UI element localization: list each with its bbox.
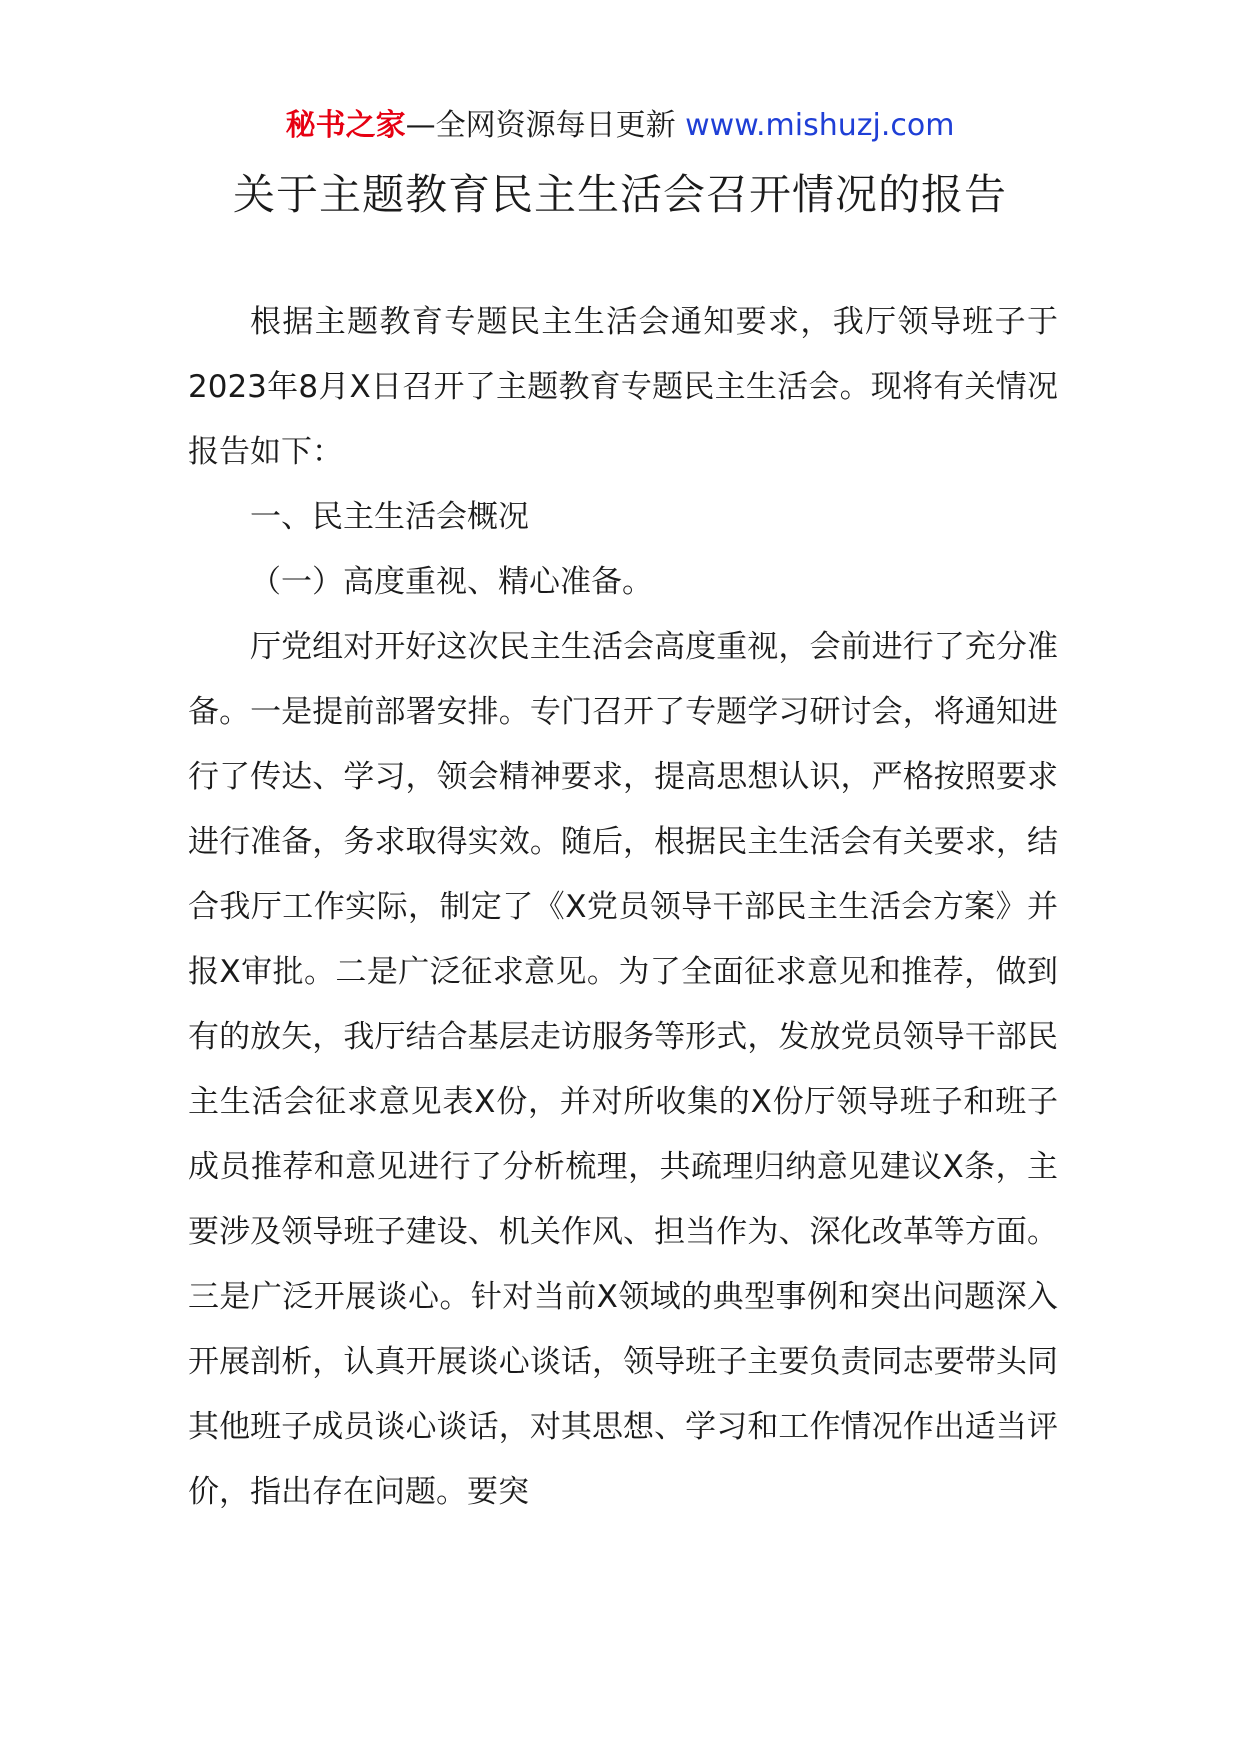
brand-name: 秘书之家 xyxy=(285,108,406,143)
document-title: 关于主题教育民主生活会召开情况的报告 xyxy=(232,170,1007,219)
document-body xyxy=(188,290,1058,1525)
intro-paragraph: 根据主题教育专题民主生活会通知要求，我厅领导班子于2023年8月X日召开了主题教育专题民主生活会。现将有关情况报告如下： xyxy=(188,304,1058,470)
subsection-heading: （一）高度重视、精心准备。 xyxy=(250,564,653,600)
header-tagline: —全网资源每日更新 xyxy=(405,108,686,143)
body-paragraph: 厅党组对开好这次民主生活会高度重视，会前进行了充分准备。一是提前部署安排。专门召开了专题学习研讨会，将通知进行了传达、学习，领会精神要求，提高思想认识，严格按照要求进行准备，务求取得实效。随后，根据民主生活会有关要求，结合我厅工作实际，制定了《X党员领导干部民主生活会方案》并报X审批。二是广泛征求意见。为了全面征求意见和推荐，做到有的放矢，我厅结合基层走访服务等形式，发放党员领导干部民主生活会征求意见表X份，并对所收集的X份厅领导班子和班子成员推荐和意见进行了分析梳理，共疏理归纳意见建议X条，主要涉及领导班子建设、机关作风、担当作为、深化改革等方面。三是广泛开展谈心。针对当前X领域的典型事例和突出问题深入开展剖析，认真开展谈心谈话，领导班子主要负责同志要带头同其他班子成员谈心谈话，对其思想、学习和工作情况作出适当评价，指出存在问题。要突 xyxy=(188,629,1058,1510)
site-header xyxy=(0,104,1240,148)
site-url-link[interactable]: www.mishuzj.com xyxy=(685,108,955,143)
section-heading: 一、民主生活会概况 xyxy=(250,499,529,535)
